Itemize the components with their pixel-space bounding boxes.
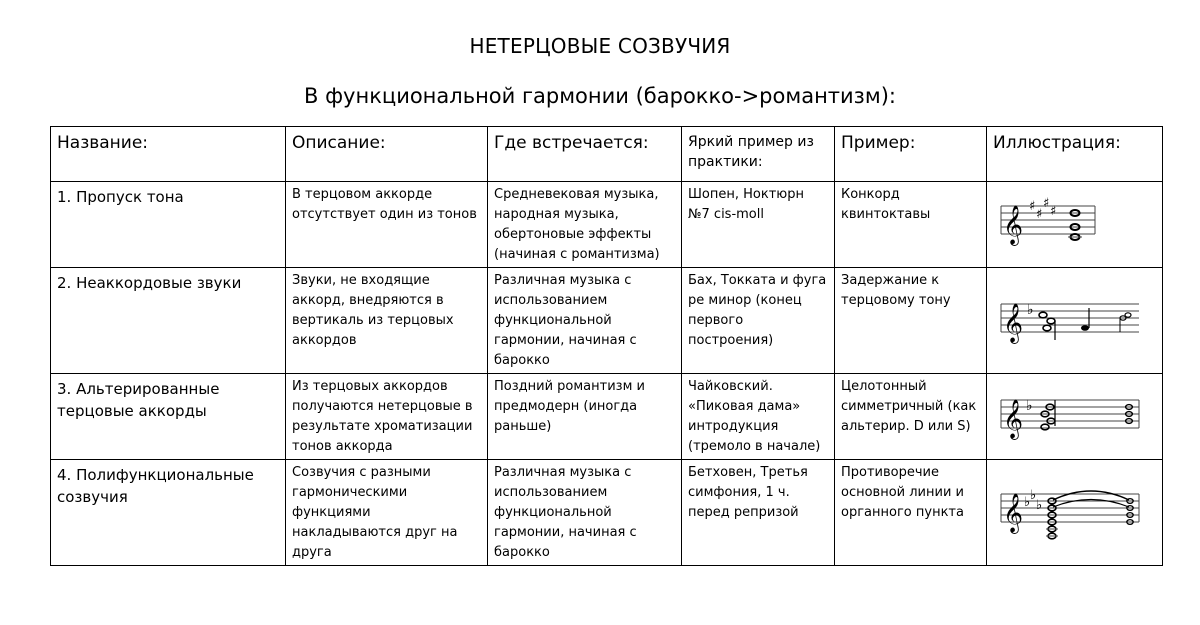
page-title: НЕТЕРЦОВЫЕ СОЗВУЧИЯ [469, 34, 731, 58]
header-where: Где встречается: [488, 127, 682, 182]
svg-text:♯: ♯ [1029, 199, 1036, 214]
row-where: Средневековая музыка, народная музыка, обертоновые эффекты (начиная с романтизма) [488, 182, 682, 268]
row-example-practice: Бетховен, Третья симфония, 1 ч. перед репризой [682, 460, 835, 566]
treble-clef-one-flat-suspension-icon [995, 290, 1145, 350]
row-name: 3. Альтерированные терцовые аккорды [51, 374, 286, 460]
svg-text:♯: ♯ [1036, 207, 1043, 222]
non-tertian-chords-table [50, 126, 1163, 566]
row-where: Различная музыка с использованием функциональной гармонии, начиная с барокко [488, 460, 682, 566]
header-example-practice: Яркий пример из практики: [682, 127, 835, 182]
svg-text:♭: ♭ [1027, 302, 1034, 318]
row-example-practice: Шопен, Ноктюрн №7 cis-moll [682, 182, 835, 268]
svg-text:𝄞: 𝄞 [1003, 493, 1024, 533]
row-description: Созвучия с разными гармоническими функциями накладываются друг на друга [286, 460, 488, 566]
svg-text:♯: ♯ [1043, 196, 1050, 211]
row-example: Целотонный симметричный (как альтерир. D или S) [835, 374, 987, 460]
table-row [51, 268, 1163, 374]
svg-text:𝄞: 𝄞 [1003, 205, 1024, 245]
treble-clef-three-flats-polychord-icon [995, 480, 1145, 544]
svg-text:♭: ♭ [1026, 398, 1033, 414]
row-illustration [987, 268, 1163, 374]
row-description: Звуки, не входящие аккорд, внедряются в вертикаль из терцовых аккордов [286, 268, 488, 374]
treble-clef-four-sharps-chord-icon [995, 192, 1105, 248]
row-name: 2. Неаккордовые звуки [51, 268, 286, 374]
treble-clef-one-flat-altered-chords-icon [995, 386, 1145, 442]
row-illustration [987, 374, 1163, 460]
header-name: Название: [51, 127, 286, 182]
row-example: Задержание к терцовому тону [835, 268, 987, 374]
svg-text:𝄞: 𝄞 [1003, 303, 1024, 343]
row-example-practice: Чайковский. «Пиковая дама» интродукция (тремоло в начале) [682, 374, 835, 460]
table-row [51, 182, 1163, 268]
row-description: В терцовом аккорде отсутствует один из тонов [286, 182, 488, 268]
row-where: Различная музыка с использованием функциональной гармонии, начиная с барокко [488, 268, 682, 374]
row-name: 1. Пропуск тона [51, 182, 286, 268]
header-example: Пример: [835, 127, 987, 182]
svg-text:♭: ♭ [1030, 488, 1037, 503]
header-illustration: Иллюстрация: [987, 127, 1163, 182]
page-subtitle: В функциональной гармонии (барокко->романтизм): [304, 84, 896, 108]
svg-text:♭: ♭ [1024, 495, 1031, 510]
row-example-practice: Бах, Токката и фуга ре минор (конец первого построения) [682, 268, 835, 374]
svg-text:♯: ♯ [1050, 204, 1057, 219]
row-example: Противоречие основной линии и органного пункта [835, 460, 987, 566]
table-row [51, 460, 1163, 566]
table-row [51, 374, 1163, 460]
row-illustration [987, 460, 1163, 566]
row-where: Поздний романтизм и предмодерн (иногда раньше) [488, 374, 682, 460]
table-header-row [51, 127, 1163, 182]
row-name: 4. Полифункциональные созвучия [51, 460, 286, 566]
svg-text:♭: ♭ [1036, 498, 1043, 513]
row-illustration [987, 182, 1163, 268]
row-example: Конкорд квинтоктавы [835, 182, 987, 268]
row-description: Из терцовых аккордов получаются нетерцовые в результате хроматизации тонов аккорда [286, 374, 488, 460]
svg-text:𝄞: 𝄞 [1003, 399, 1024, 439]
header-description: Описание: [286, 127, 488, 182]
